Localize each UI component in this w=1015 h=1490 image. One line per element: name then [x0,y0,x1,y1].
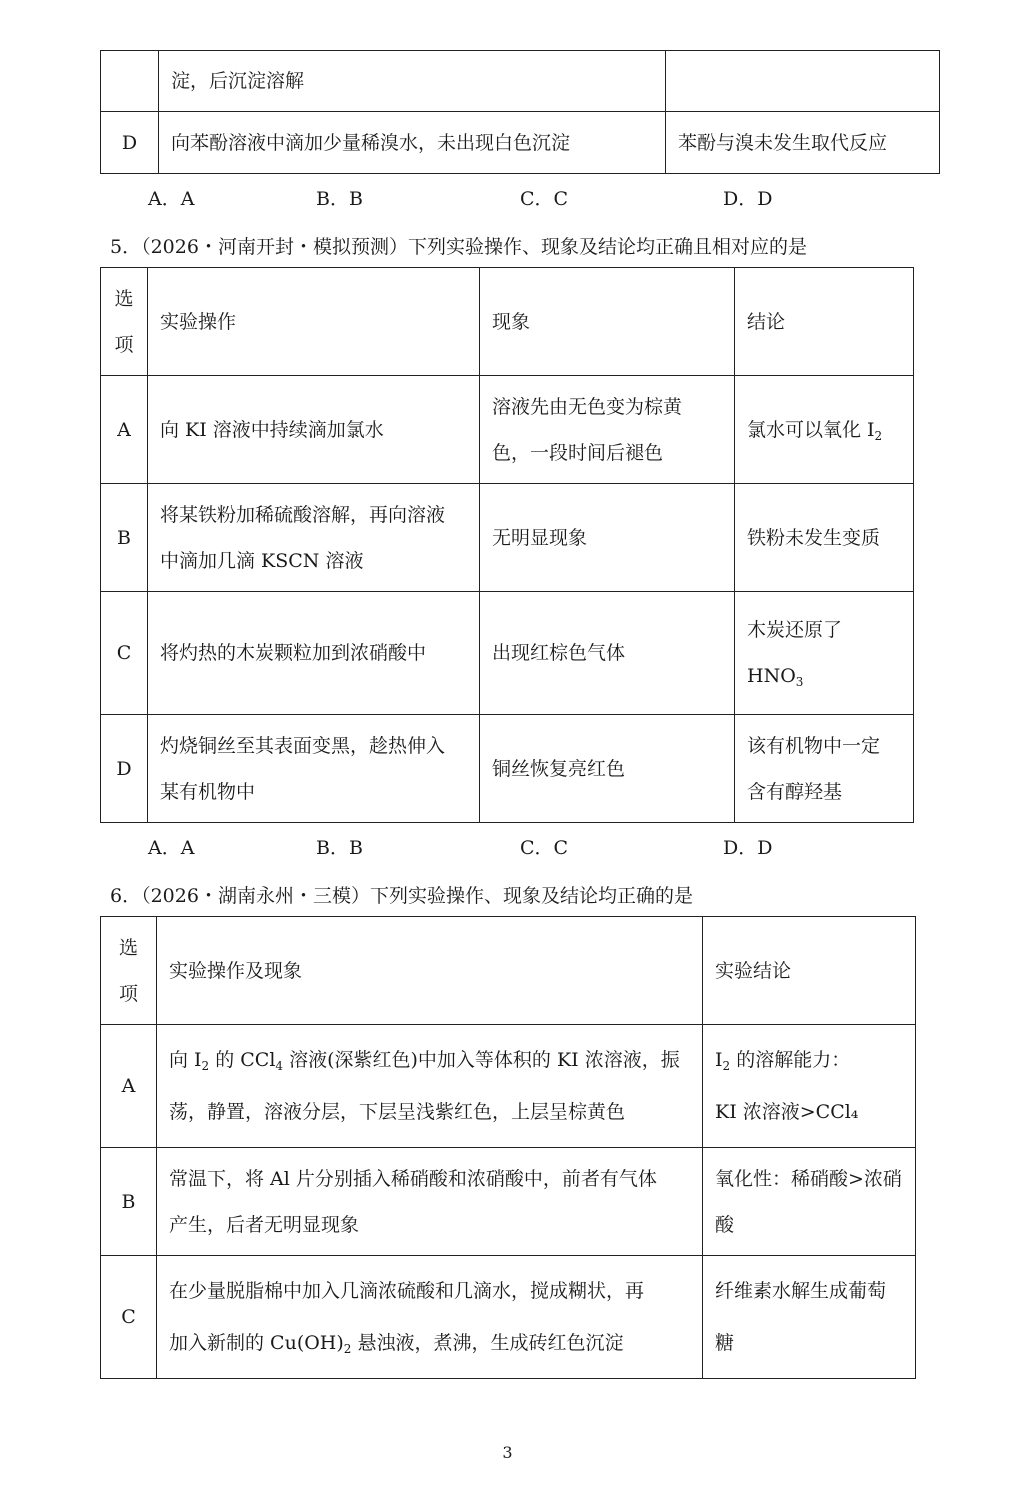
q5-table [100,267,914,823]
table-row [101,51,940,112]
table-row [101,484,914,592]
option-cell: D [101,715,148,823]
phenomenon-cell: 无明显现象 [480,484,735,592]
table-header-row [101,917,916,1025]
table-row [101,376,914,484]
operation-cell: 将灼热的木炭颗粒加到浓硝酸中 [148,592,480,715]
operation-cell: 灼烧铜丝至其表面变黑，趁热伸入 某有机物中 [148,715,480,823]
operation-cell: 淀，后沉淀溶解 [159,51,666,112]
option-cell: B [101,1148,157,1256]
phenomenon-header: 现象 [480,268,735,376]
table-row [101,1025,916,1148]
table-row [101,1256,916,1379]
choice-c[interactable]: C．C [520,837,569,859]
table-row [101,715,914,823]
q6-table [100,916,916,1379]
option-header: 选 项 [101,917,157,1025]
answer-choices [0,835,1015,861]
choice-c[interactable]: C．C [520,188,569,210]
conclusion-cell: $I_2$ 的溶解能力： KI 浓溶液>CCl₄ [703,1025,916,1148]
choice-a[interactable]: A．A [148,837,195,859]
question-6-stem: 6．（2026・湖南永州・三模）下列实验操作、现象及结论均正确的是 [110,885,693,907]
table-row [101,112,940,174]
choice-d[interactable]: D．D [723,837,773,859]
conclusion-cell: 纤维素水解生成葡萄 糖 [703,1256,916,1379]
operation-cell: 将某铁粉加稀硫酸溶解，再向溶液 中滴加几滴 KSCN 溶液 [148,484,480,592]
table-row [101,592,914,715]
operation-header: 实验操作及现象 [157,917,703,1025]
operation-cell: 向苯酚溶液中滴加少量稀溴水，未出现白色沉淀 [159,112,666,174]
choice-b[interactable]: B．B [316,837,363,859]
operation-cell: 在少量脱脂棉中加入几滴浓硫酸和几滴水，搅成糊状，再 加入新制的 $Cu(OH)_2$ 悬浊液，煮沸，生成砖红色沉淀 [157,1256,703,1379]
table-header-row [101,268,914,376]
choice-b[interactable]: B．B [316,188,363,210]
conclusion-header: 结论 [735,268,914,376]
conclusion-cell: 氯水可以氧化 $I_2$ [735,376,914,484]
phenomenon-cell: 铜丝恢复亮红色 [480,715,735,823]
operation-cell: 向 $I_2$ 的 CCl$_4$ 溶液(深紫红色)中加入等体积的 KI 浓溶液，振 荡，静置，溶液分层，下层呈浅紫红色，上层呈棕黄色 [157,1025,703,1148]
conclusion-cell: 氧化性：稀硝酸>浓硝 酸 [703,1148,916,1256]
conclusion-cell: 铁粉未发生变质 [735,484,914,592]
conclusion-cell: 木炭还原了 $HNO_3$ [735,592,914,715]
option-cell: C [101,1256,157,1379]
option-cell: A [101,376,148,484]
operation-cell: 向 KI 溶液中持续滴加氯水 [148,376,480,484]
table-row [101,1148,916,1256]
choice-a[interactable]: A．A [148,188,195,210]
phenomenon-cell: 出现红棕色气体 [480,592,735,715]
answer-choices [0,186,1015,212]
conclusion-cell: 苯酚与溴未发生取代反应 [666,112,940,174]
operation-header: 实验操作 [148,268,480,376]
option-cell: B [101,484,148,592]
option-cell: D [101,112,159,174]
conclusion-cell [666,51,940,112]
page-number: 3 [502,1443,513,1462]
question-5-stem: 5．（2026・河南开封・模拟预测）下列实验操作、现象及结论均正确且相对应的是 [110,236,807,258]
conclusion-cell: 该有机物中一定 含有醇羟基 [735,715,914,823]
prev-table [100,50,940,174]
option-cell: A [101,1025,157,1148]
phenomenon-cell: 溶液先由无色变为棕黄 色，一段时间后褪色 [480,376,735,484]
option-cell: C [101,592,148,715]
conclusion-header: 实验结论 [703,917,916,1025]
operation-cell: 常温下，将 Al 片分别插入稀硝酸和浓硝酸中，前者有气体 产生，后者无明显现象 [157,1148,703,1256]
choice-d[interactable]: D．D [723,188,773,210]
option-cell [101,51,159,112]
option-header: 选 项 [101,268,148,376]
